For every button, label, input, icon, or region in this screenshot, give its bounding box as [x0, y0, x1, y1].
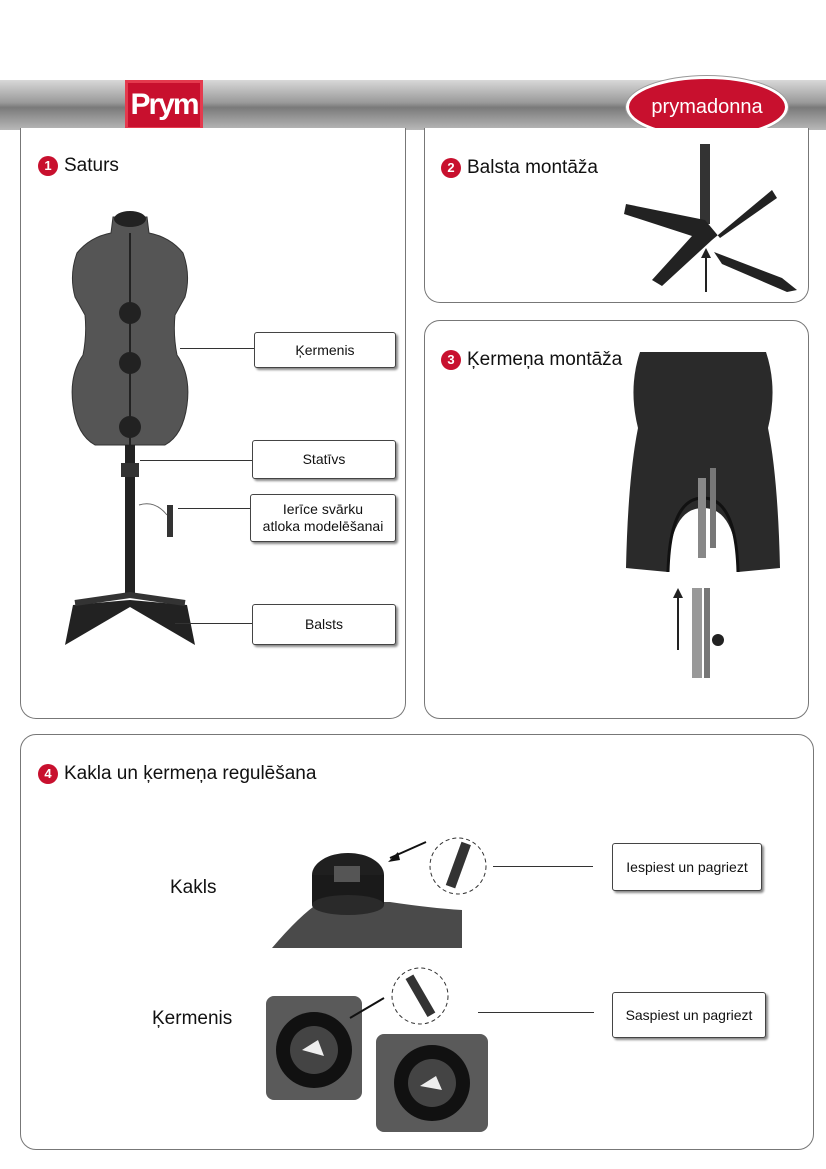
prymadonna-logo: prymadonna [626, 76, 788, 138]
section3-number: 3 [441, 350, 461, 370]
section4-number: 4 [38, 764, 58, 784]
leader-line [178, 508, 252, 509]
body-label: Ķermenis [152, 1008, 233, 1029]
label-stand: Statīvs [252, 440, 396, 479]
label-body: Ķermenis [254, 332, 396, 368]
label-hem-line1: Ierīce svārku [282, 501, 364, 517]
body-instruction-box: Saspiest un pagriezt [612, 992, 766, 1038]
leader-line [478, 1012, 594, 1013]
section1-number: 1 [38, 156, 58, 176]
leader-line [140, 460, 252, 461]
body-dial-illustration [266, 966, 496, 1134]
section2-number: 2 [441, 158, 461, 178]
dress-form-illustration [55, 205, 215, 665]
label-base: Balsts [252, 604, 396, 645]
leader-line [180, 348, 254, 349]
neck-label: Kakls [170, 877, 217, 898]
neck-instruction-box: Iespiest un pagriezt [612, 843, 762, 891]
section1-title: 1 Saturs [38, 155, 119, 177]
label-hem-marker [250, 494, 396, 542]
section2-title: 2 Balsta montāža [441, 157, 598, 179]
section4-title: 4 Kakla un ķermeņa regulēšana [38, 763, 316, 785]
leader-line [493, 866, 593, 867]
prym-logo: Prym [125, 80, 203, 130]
leader-line [175, 623, 252, 624]
neck-illustration [270, 820, 500, 950]
base-assembly-illustration [622, 140, 802, 300]
label-hem-line2: atloka modelēšanai [262, 518, 384, 534]
section3-title: 3 Ķermeņa montāža [441, 349, 622, 371]
body-assembly-illustration [618, 348, 788, 688]
